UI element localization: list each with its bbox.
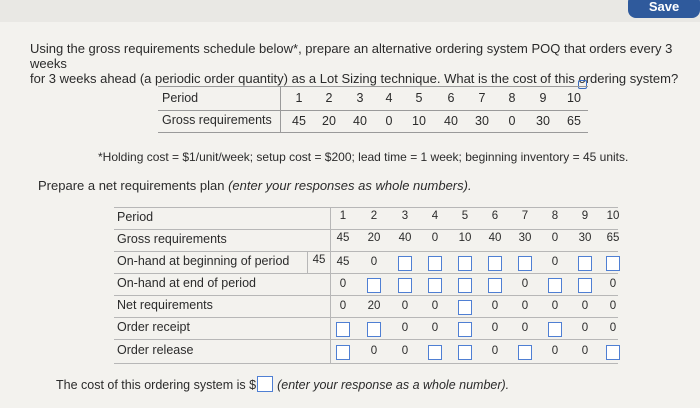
net-req-value: 0 bbox=[339, 300, 347, 312]
question-line-1: Using the gross requirements schedule below*, prepare an alternative ordering system POQ that orders every 3 weeks bbox=[30, 41, 673, 71]
row-label-net: Net requirements bbox=[117, 298, 213, 312]
net-gross-cell: 0 bbox=[431, 232, 439, 244]
given-gross-cell: 65 bbox=[567, 114, 581, 128]
net-req-value: 0 bbox=[491, 300, 499, 312]
question-line-2: for 3 weeks ahead (a periodic order quantity) as a Lot Sizing technique. What is the cost of this ordering system? bbox=[30, 71, 679, 86]
net-period-cell: 1 bbox=[339, 210, 347, 222]
row-label-onhand-end: On-hand at end of period bbox=[117, 276, 256, 290]
cost-assumptions-note: *Holding cost = $1/unit/week; setup cost = $200; lead time = 1 week; beginning inventory = 45 units. bbox=[98, 150, 629, 164]
onhand-begin-value: 45 bbox=[336, 256, 350, 268]
net-gross-cell: 30 bbox=[518, 232, 532, 244]
order-release-input[interactable] bbox=[458, 345, 472, 360]
net-period-cell: 10 bbox=[606, 210, 620, 222]
net-gross-cell: 45 bbox=[336, 232, 350, 244]
net-req-value: 0 bbox=[551, 300, 559, 312]
prompt-hint: (enter your responses as whole numbers). bbox=[228, 178, 472, 193]
net-req-value: 0 bbox=[609, 300, 617, 312]
onhand-begin-input[interactable] bbox=[578, 256, 592, 271]
onhand-end-value: 0 bbox=[609, 278, 617, 290]
given-period-cell: 2 bbox=[325, 91, 333, 105]
given-period-cell: 6 bbox=[447, 91, 455, 105]
row-divider bbox=[114, 363, 618, 364]
order-receipt-input[interactable] bbox=[458, 322, 472, 337]
order-release-value: 0 bbox=[581, 345, 589, 357]
net-gross-cell: 40 bbox=[398, 232, 412, 244]
row-divider bbox=[114, 229, 618, 230]
onhand-begin-input[interactable] bbox=[606, 256, 620, 271]
question-text bbox=[30, 41, 698, 86]
net-gross-cell: 10 bbox=[458, 232, 472, 244]
net-req-value: 0 bbox=[581, 300, 589, 312]
net-period-cell: 4 bbox=[431, 210, 439, 222]
order-release-value: 0 bbox=[551, 345, 559, 357]
net-period-cell: 5 bbox=[461, 210, 469, 222]
net-period-cell: 8 bbox=[551, 210, 559, 222]
onhand-end-value: 0 bbox=[521, 278, 529, 290]
row-divider bbox=[114, 251, 618, 252]
net-period-cell: 2 bbox=[370, 210, 378, 222]
cost-hint: (enter your response as a whole number). bbox=[277, 378, 510, 392]
given-period-label: Period bbox=[162, 91, 199, 105]
order-receipt-value: 0 bbox=[431, 322, 439, 334]
cost-prefix: The cost of this ordering system is $ bbox=[56, 378, 257, 392]
given-gross-cell: 30 bbox=[536, 114, 550, 128]
prompt-text: Prepare a net requirements plan bbox=[38, 178, 229, 193]
row-divider bbox=[114, 317, 618, 318]
order-release-input[interactable] bbox=[336, 345, 350, 360]
onhand-end-input[interactable] bbox=[398, 278, 412, 293]
net-req-value: 20 bbox=[367, 300, 381, 312]
onhand-end-input[interactable] bbox=[488, 278, 502, 293]
given-period-cell: 1 bbox=[295, 91, 303, 105]
onhand-end-input[interactable] bbox=[458, 278, 472, 293]
row-label-onhand-begin: On-hand at beginning of period bbox=[117, 254, 290, 268]
order-receipt-value: 0 bbox=[401, 322, 409, 334]
net-req-value: 0 bbox=[401, 300, 409, 312]
row-label-receipt: Order receipt bbox=[117, 320, 190, 334]
onhand-end-input[interactable] bbox=[367, 278, 381, 293]
given-gross-label: Gross requirements bbox=[162, 113, 272, 127]
given-period-cell: 5 bbox=[415, 91, 423, 105]
given-gross-cell: 40 bbox=[353, 114, 367, 128]
onhand-begin-value: 0 bbox=[551, 256, 559, 268]
net-req-input[interactable] bbox=[458, 300, 472, 315]
net-gross-cell: 0 bbox=[551, 232, 559, 244]
given-gross-cell: 20 bbox=[322, 114, 336, 128]
order-release-input[interactable] bbox=[606, 345, 620, 360]
net-gross-cell: 65 bbox=[606, 232, 620, 244]
gross-requirements-table bbox=[158, 86, 588, 132]
instruction-prompt bbox=[38, 178, 472, 193]
onhand-begin-input[interactable] bbox=[518, 256, 532, 271]
row-label-release: Order release bbox=[117, 343, 194, 357]
row-label-gross: Gross requirements bbox=[117, 232, 227, 246]
label-column-divider bbox=[330, 207, 331, 364]
save-button[interactable]: Save bbox=[628, 0, 700, 18]
net-period-cell: 6 bbox=[491, 210, 499, 222]
order-release-input[interactable] bbox=[428, 345, 442, 360]
onhand-end-input[interactable] bbox=[428, 278, 442, 293]
onhand-begin-value: 0 bbox=[370, 256, 378, 268]
cost-question bbox=[56, 376, 509, 392]
given-gross-cell: 10 bbox=[412, 114, 426, 128]
given-period-cell: 9 bbox=[539, 91, 547, 105]
row-divider bbox=[114, 207, 618, 208]
given-gross-cell: 40 bbox=[444, 114, 458, 128]
given-period-cell: 4 bbox=[385, 91, 393, 105]
net-gross-cell: 20 bbox=[367, 232, 381, 244]
given-period-cell: 7 bbox=[478, 91, 486, 105]
onhand-end-input[interactable] bbox=[578, 278, 592, 293]
order-release-value: 0 bbox=[491, 345, 499, 357]
order-receipt-input[interactable] bbox=[548, 322, 562, 337]
net-requirements-table bbox=[114, 207, 618, 364]
top-bar bbox=[0, 0, 700, 22]
order-release-input[interactable] bbox=[518, 345, 532, 360]
cost-input[interactable] bbox=[257, 376, 273, 392]
row-divider bbox=[114, 339, 618, 340]
order-receipt-input[interactable] bbox=[336, 322, 350, 337]
given-gross-cell: 45 bbox=[292, 114, 306, 128]
given-period-cell: 10 bbox=[567, 91, 581, 105]
row-label-period: Period bbox=[117, 210, 154, 224]
given-gross-cell: 0 bbox=[385, 114, 393, 128]
given-gross-cell: 0 bbox=[508, 114, 516, 128]
onhand-end-value: 0 bbox=[339, 278, 347, 290]
net-period-cell: 9 bbox=[581, 210, 589, 222]
given-gross-cell: 30 bbox=[475, 114, 489, 128]
beginning-inventory-value: 45 bbox=[312, 254, 326, 266]
onhand-begin-input[interactable] bbox=[488, 256, 502, 271]
onhand-begin-input[interactable] bbox=[428, 256, 442, 271]
net-req-value: 0 bbox=[521, 300, 529, 312]
order-receipt-value: 0 bbox=[491, 322, 499, 334]
row-divider bbox=[114, 295, 618, 296]
order-receipt-value: 0 bbox=[609, 322, 617, 334]
order-receipt-input[interactable] bbox=[367, 322, 381, 337]
order-release-value: 0 bbox=[401, 345, 409, 357]
net-req-value: 0 bbox=[431, 300, 439, 312]
onhand-begin-input[interactable] bbox=[458, 256, 472, 271]
order-receipt-value: 0 bbox=[581, 322, 589, 334]
given-period-cell: 3 bbox=[356, 91, 364, 105]
net-period-cell: 7 bbox=[521, 210, 529, 222]
onhand-begin-input[interactable] bbox=[398, 256, 412, 271]
order-receipt-value: 0 bbox=[521, 322, 529, 334]
row-divider bbox=[114, 273, 618, 274]
onhand-end-input[interactable] bbox=[548, 278, 562, 293]
given-divider bbox=[280, 86, 281, 132]
order-release-value: 0 bbox=[370, 345, 378, 357]
net-period-cell: 3 bbox=[401, 210, 409, 222]
net-gross-cell: 40 bbox=[488, 232, 502, 244]
given-period-cell: 8 bbox=[508, 91, 516, 105]
net-gross-cell: 30 bbox=[578, 232, 592, 244]
